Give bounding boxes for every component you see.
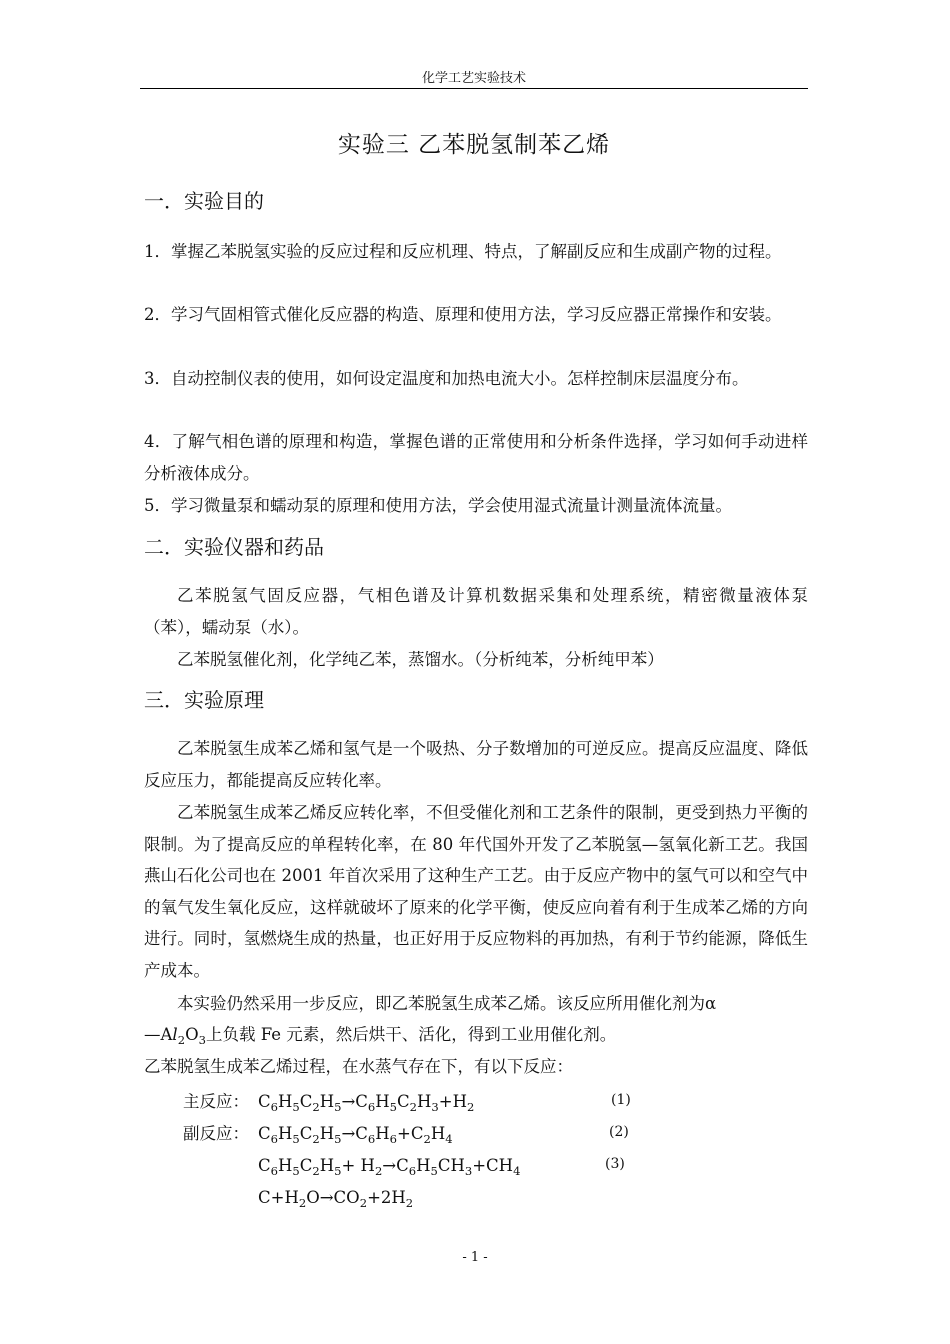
principle-paragraph-3: 本实验仍然采用一步反应，即乙苯脱氢生成苯乙烯。该反应所用催化剂为α: [177, 994, 717, 1013]
r4-part-2: O→CO: [306, 1188, 360, 1207]
r3-part-13: H: [416, 1156, 431, 1175]
section-heading-principle: 三．实验原理: [144, 688, 264, 712]
r2-part-2: H: [277, 1124, 293, 1143]
r2-part-4: C: [299, 1124, 313, 1143]
r2-part-15: H: [430, 1124, 446, 1143]
r3-part-12: 6: [408, 1164, 417, 1179]
r3-part-2: H: [277, 1156, 293, 1175]
r2-part-6: H: [319, 1124, 335, 1143]
objective-item-1: 1．掌握乙苯脱氢实验的反应过程和反应机理、特点，了解副反应和生成副产物的过程。: [144, 242, 782, 261]
r1-part-3: 5: [292, 1100, 300, 1115]
objective-item-4: 4．了解气相色谱的原理和构造，掌握色谱的正常使用和分析条件选择，学习如何手动进样分析液体成分。: [144, 432, 808, 483]
principle-paragraph-1: 乙苯脱氢生成苯乙烯和氢气是一个吸热、分子数增加的可逆反应。提高反应温度、降低反应压力，都能提高反应转化率。: [144, 739, 808, 790]
r2-part-16: 4: [445, 1132, 453, 1147]
r1-part-10: 6: [367, 1100, 376, 1115]
catalyst-o: O: [185, 1025, 199, 1044]
r4-part-4: +2H: [367, 1188, 406, 1207]
r1-part-5: 2: [312, 1100, 320, 1115]
objective-item-5: 5．学习微量泵和蠕动泵的原理和使用方法，学会使用湿式流量计测量流体流量。: [144, 496, 732, 515]
side-reaction-label: 副反应：: [183, 1124, 249, 1143]
r2-part-12: 6: [389, 1132, 398, 1147]
r1-part-9: C: [355, 1092, 368, 1111]
catalyst-prefix: —A: [144, 1025, 173, 1044]
reaction-2-formula: [258, 1122, 453, 1146]
section-heading-equipment: 二．实验仪器和药品: [144, 535, 324, 559]
r1-part-12: 5: [389, 1100, 398, 1115]
r4-part-5: 2: [405, 1196, 414, 1211]
running-header: 化学工艺实验技术: [421, 71, 526, 86]
r1-part-17: +H: [438, 1092, 467, 1111]
r3-part-5: 2: [312, 1164, 320, 1179]
r3-part-17: +CH: [472, 1156, 514, 1175]
objective-item-3: 3．自动控制仪表的使用，如何设定温度和加热电流大小。怎样控制床层温度分布。: [144, 369, 749, 388]
reactions-intro: 乙苯脱氢生成苯乙烯过程，在水蒸气存在下，有以下反应：: [144, 1057, 573, 1076]
catalyst-sub-2: 2: [177, 1033, 186, 1048]
reaction-4-formula: [258, 1186, 413, 1210]
r1-part-8: →: [341, 1092, 356, 1111]
r2-part-1: 6: [270, 1132, 278, 1147]
reagents-paragraph: 乙苯脱氢催化剂，化学纯乙苯，蒸馏水。（分析纯苯，分析纯甲苯）: [177, 650, 664, 669]
r2-part-11: H: [375, 1124, 390, 1143]
reaction-3-number: (3): [605, 1156, 625, 1172]
principle-paragraph-2: 乙苯脱氢生成苯乙烯反应转化率，不但受催化剂和工艺条件的限制，更受到热力平衡的限制。为了提高反应的单程转化率，在 80 年代国外开发了乙苯脱氢—氢氧化新工艺。我国燕山石化公司也在 2001 年首次采用了这种生产工艺。由于反应产物中的氢气可以和空气中的氧气发生氧化反应，这样就破坏了原来的化学平衡，使反应向着有利于生成苯乙烯的方向进行。同时，氢燃烧生成的热量，也正好用于反应物料的再加热，有利于节约能源，降低生产成本。: [144, 803, 808, 980]
reaction-2-number: (2): [609, 1124, 629, 1140]
r1-part-4: C: [299, 1092, 313, 1111]
r3-part-0: C: [258, 1156, 271, 1175]
page-title: 实验三 乙苯脱氢制苯乙烯: [337, 132, 611, 158]
r3-part-9: 2: [374, 1164, 383, 1179]
r4-part-3: 2: [359, 1196, 368, 1211]
catalyst-line: [144, 1019, 808, 1051]
r1-part-7: 5: [334, 1100, 342, 1115]
header-rule: [140, 88, 808, 89]
r3-part-14: 5: [430, 1164, 438, 1179]
r3-part-4: C: [299, 1156, 313, 1175]
r1-part-13: C: [397, 1092, 410, 1111]
reaction-1-formula: [258, 1090, 474, 1114]
r1-part-15: H: [417, 1092, 432, 1111]
r2-part-8: →: [341, 1124, 356, 1143]
r1-part-1: 6: [270, 1100, 278, 1115]
r3-part-7: 5: [334, 1164, 342, 1179]
r1-part-2: H: [277, 1092, 293, 1111]
objective-item-2: 2．学习气固相管式催化反应器的构造、原理和使用方法，学习反应器正常操作和安装。: [144, 305, 782, 324]
r2-part-9: C: [355, 1124, 368, 1143]
page-number: - 1 -: [462, 1250, 488, 1265]
r2-part-3: 5: [292, 1132, 300, 1147]
r3-part-8: + H: [341, 1156, 375, 1175]
r1-part-16: 3: [431, 1100, 439, 1115]
reaction-1-number: (1): [611, 1092, 631, 1108]
r1-part-18: 2: [466, 1100, 475, 1115]
r2-part-0: C: [258, 1124, 271, 1143]
r3-part-10: →: [382, 1156, 397, 1175]
reaction-3-formula: [258, 1154, 520, 1178]
r3-part-16: 3: [464, 1164, 473, 1179]
catalyst-l: l: [172, 1025, 178, 1044]
r3-part-18: 4: [513, 1164, 521, 1179]
catalyst-rest: 上负载 Fe 元素，然后烘干、活化，得到工业用催化剂。: [205, 1025, 617, 1044]
r1-part-6: H: [319, 1092, 335, 1111]
r4-part-1: 2: [298, 1196, 307, 1211]
r3-part-11: C: [396, 1156, 409, 1175]
r1-part-0: C: [258, 1092, 271, 1111]
r3-part-6: H: [319, 1156, 335, 1175]
r2-part-14: 2: [423, 1132, 431, 1147]
r3-part-1: 6: [270, 1164, 278, 1179]
r1-part-11: H: [375, 1092, 390, 1111]
r2-part-13: +C: [397, 1124, 424, 1143]
main-reaction-label: 主反应：: [183, 1092, 249, 1111]
r3-part-3: 5: [292, 1164, 300, 1179]
catalyst-sub-3: 3: [198, 1033, 206, 1048]
equipment-paragraph: 乙苯脱氢气固反应器，气相色谱及计算机数据采集和处理系统，精密微量液体泵（苯），蠕动泵（水）。: [144, 586, 808, 637]
section-heading-objectives: 一．实验目的: [144, 189, 264, 213]
r2-part-7: 5: [334, 1132, 342, 1147]
r2-part-10: 6: [367, 1132, 376, 1147]
r3-part-15: CH: [437, 1156, 465, 1175]
r1-part-14: 2: [409, 1100, 418, 1115]
r2-part-5: 2: [312, 1132, 320, 1147]
r4-part-0: C+H: [258, 1188, 299, 1207]
